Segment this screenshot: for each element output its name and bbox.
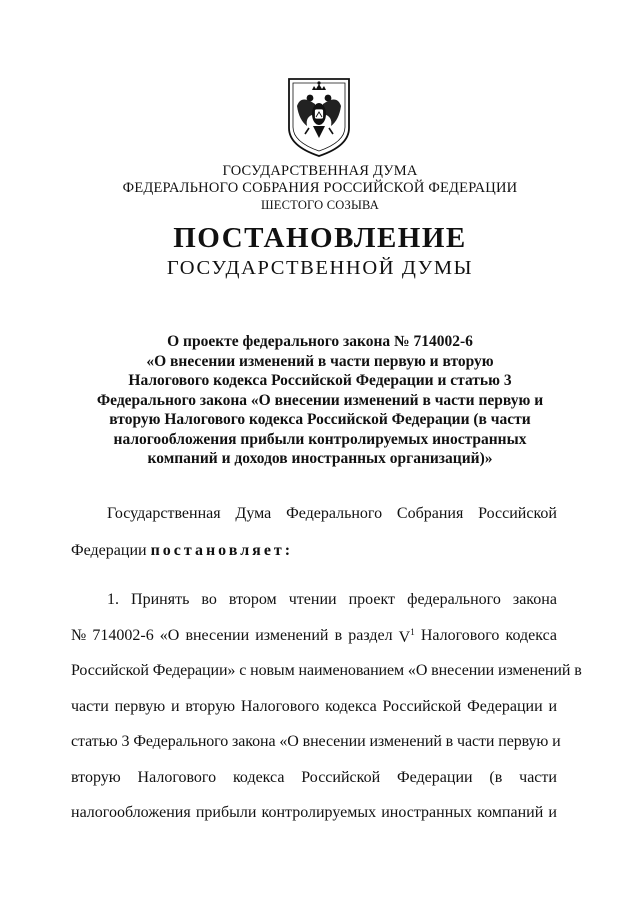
section-superscript: 1 — [410, 627, 415, 637]
paragraph-line: Российской Федерации» с новым наименованием «О внесении изменений в — [71, 662, 582, 679]
paragraph-line — [71, 698, 557, 716]
word: кодекса — [325, 698, 377, 715]
subject-line: Налогового кодекса Российской Федерации и статью 3 — [128, 372, 512, 389]
word: компаний — [477, 804, 544, 821]
paragraph-line — [107, 591, 557, 609]
word: и — [171, 698, 180, 715]
issuer-header — [0, 163, 640, 214]
subject-line: компаний и доходов иностранных организаций)» — [147, 450, 493, 467]
word: Дума — [235, 505, 272, 522]
header-line-convocation: ШЕСТОГО СОЗЫВА — [260, 198, 380, 212]
word: Налогового — [137, 769, 217, 786]
word: контролируемых — [261, 804, 377, 821]
word: кодекса — [232, 769, 285, 786]
word: изменений — [255, 627, 329, 644]
word: внесении — [185, 627, 250, 644]
word: Собрания — [396, 505, 464, 522]
word: Принять — [131, 591, 190, 608]
word: первую — [114, 698, 166, 715]
word: чтении — [288, 591, 337, 608]
word: и — [548, 698, 557, 715]
word: Федерации — [467, 698, 543, 715]
paragraph-line — [71, 804, 557, 822]
word: части — [519, 769, 557, 786]
preamble-line — [71, 542, 293, 560]
word: закона — [512, 591, 557, 608]
subject-line: О проекте федерального закона № 714002-6 — [167, 333, 473, 350]
subject-line: «О внесении изменений в части первую и вторую — [146, 352, 494, 370]
word: вторую — [185, 698, 236, 715]
document-type-subtitle: ГОСУДАРСТВЕННОЙ ДУМЫ — [166, 257, 474, 279]
word: Российской — [382, 698, 462, 715]
word: Российской — [301, 769, 381, 786]
word: и — [548, 804, 557, 821]
word: 1. — [107, 591, 119, 608]
word: налогообложения — [71, 804, 191, 821]
resolves-emphasis: постановляет: — [150, 542, 294, 559]
header-line-duma: ГОСУДАРСТВЕННАЯ ДУМА — [222, 163, 418, 179]
subject-line: Федерального закона «О внесении изменений в части первую и — [96, 391, 544, 409]
word: Налогового — [240, 698, 320, 715]
subject-line: налогообложения прибыли контролируемых иностранных — [113, 430, 527, 448]
word: Российской — [478, 505, 557, 522]
word: Федерального — [286, 505, 383, 522]
word: проект — [348, 591, 396, 608]
word: во — [201, 591, 217, 608]
word: кодекса — [505, 627, 557, 644]
word: № — [71, 627, 87, 644]
state-emblem-icon — [285, 76, 353, 158]
word: федерального — [407, 591, 501, 608]
paragraph-line: статью 3 Федерального закона «О внесении изменений в части первую и — [71, 733, 561, 750]
word: Государственная — [107, 505, 221, 522]
word: вторую — [71, 769, 121, 786]
word: иностранных — [381, 804, 473, 821]
word: (в — [489, 769, 503, 786]
paragraph-line — [71, 769, 557, 787]
word: 714002-6 — [92, 627, 154, 644]
preamble-line — [107, 505, 557, 523]
section-number: $V^1$ — [398, 627, 415, 646]
header-line-assembly: ФЕДЕРАЛЬНОГО СОБРАНИЯ РОССИЙСКОЙ ФЕДЕРАЦИИ — [122, 180, 518, 196]
document-type-title: ПОСТАНОВЛЕНИЕ — [173, 222, 467, 254]
word: Налогового — [420, 627, 500, 644]
word: раздел — [348, 627, 393, 644]
word: в — [334, 627, 343, 644]
word: Федерации — [397, 769, 473, 786]
paragraph-line — [71, 627, 557, 647]
word: «О — [159, 627, 180, 644]
subject-line: вторую Налогового кодекса Российской Федерации (в части — [109, 411, 531, 428]
document-subject-title — [80, 332, 560, 469]
word: части — [71, 698, 109, 715]
word: втором — [228, 591, 277, 608]
word: прибыли — [195, 804, 257, 821]
word: Федерации — [71, 542, 147, 559]
